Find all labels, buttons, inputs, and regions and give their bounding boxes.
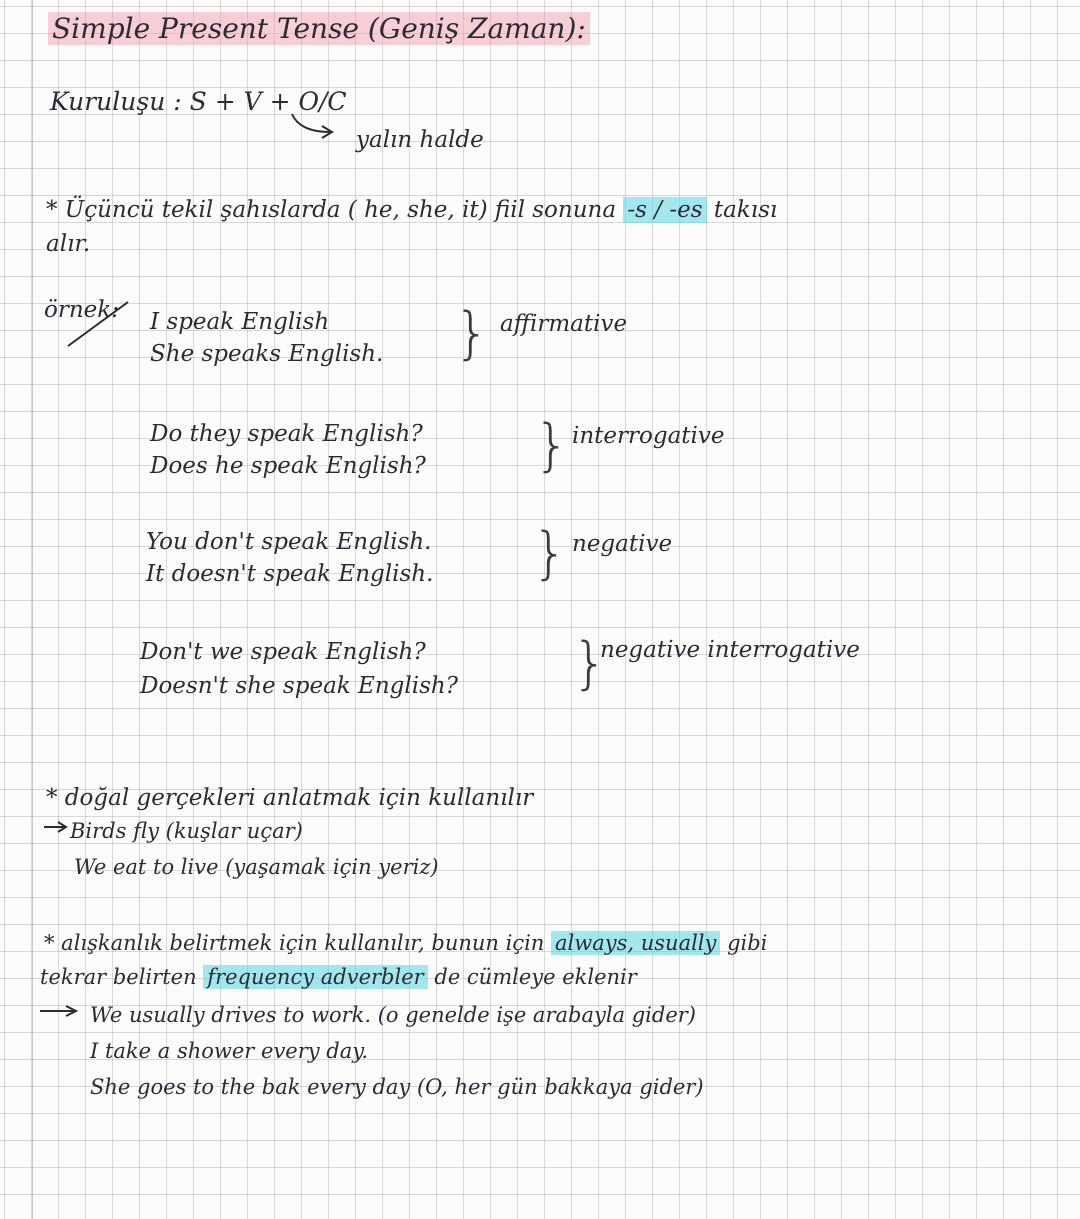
brace-negative: } bbox=[532, 521, 568, 586]
habits-adverbs: always, usually bbox=[551, 931, 720, 955]
brace-neg-interrogative: } bbox=[572, 631, 608, 696]
example-negative-1: You don't speak English. bbox=[146, 529, 432, 555]
label-negative: negative bbox=[572, 531, 673, 557]
habits-text-end: gibi bbox=[727, 931, 768, 955]
facts-line-2: Birds fly (kuşlar uçar) bbox=[70, 819, 303, 843]
examples-label: örnek: bbox=[44, 297, 119, 323]
example-affirmative-1: I speak English bbox=[150, 309, 330, 335]
label-affirmative: affirmative bbox=[500, 311, 628, 337]
facts-line-1: * doğal gerçekleri anlatmak için kullanılır bbox=[46, 785, 534, 811]
habits-text-2: tekrar belirten bbox=[40, 965, 197, 989]
example-interrogative-2: Does he speak English? bbox=[150, 453, 426, 479]
example-neg-interrogative-2: Doesn't she speak English? bbox=[140, 673, 459, 699]
structure-formula: S + V + O/C bbox=[189, 87, 347, 116]
rule-suffix: -s / -es bbox=[623, 197, 706, 223]
label-neg-interrogative: negative interrogative bbox=[600, 637, 860, 663]
habits-text-2-end: de cümleye eklenir bbox=[434, 965, 637, 989]
title-text: Simple Present Tense (Geniş Zaman): bbox=[48, 12, 590, 45]
brace-affirmative: } bbox=[454, 301, 490, 366]
structure-arrow-icon bbox=[292, 114, 330, 132]
example-negative-2: It doesn't speak English. bbox=[146, 561, 434, 587]
habits-frequency: frequency adverbler bbox=[203, 965, 427, 989]
example-affirmative-2: She speaks English. bbox=[150, 341, 384, 367]
rule-text-end: takısı bbox=[713, 197, 778, 223]
habits-example-2: I take a shower every day. bbox=[90, 1039, 369, 1063]
example-interrogative-1: Do they speak English? bbox=[150, 421, 423, 447]
example-neg-interrogative-1: Don't we speak English? bbox=[140, 639, 426, 665]
habits-text: * alışkanlık belirtmek için kullanılır, bunun için bbox=[44, 931, 545, 955]
habits-example-1: We usually drives to work. (o genelde işe arabayla gider) bbox=[90, 1003, 696, 1027]
structure-note: yalın halde bbox=[356, 127, 484, 153]
structure-label: Kuruluşu : bbox=[50, 87, 182, 116]
facts-line-3: We eat to live (yaşamak için yeriz) bbox=[74, 855, 439, 879]
rule-text: * Üçüncü tekil şahıslarda ( he, she, it) fiil sonuna bbox=[46, 197, 617, 223]
brace-interrogative: } bbox=[534, 413, 570, 478]
facts-arrow-icon bbox=[44, 822, 66, 832]
habits-arrow-icon bbox=[40, 1006, 76, 1016]
label-interrogative: interrogative bbox=[572, 423, 725, 449]
example-underline-stroke bbox=[68, 302, 128, 346]
rule-line-2: alır. bbox=[46, 231, 91, 257]
habits-example-3: She goes to the bak every day (O, her gün bakkaya gider) bbox=[90, 1075, 704, 1099]
